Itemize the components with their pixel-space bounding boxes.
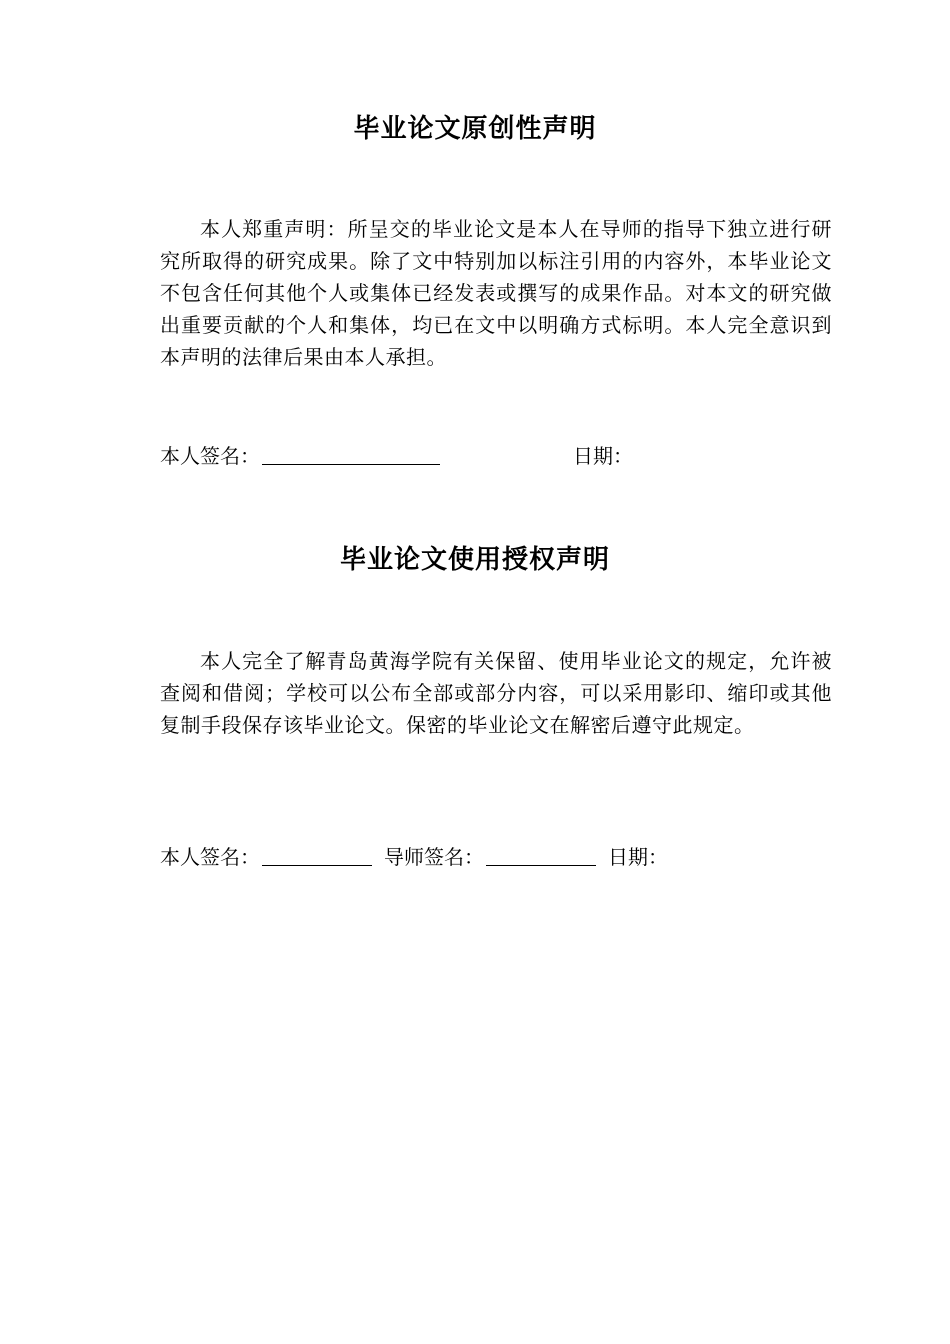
advisor-signature-label: 导师签名： [384, 845, 484, 869]
originality-title: 毕业论文原创性声明 [353, 114, 597, 144]
originality-statement-text: 本人郑重声明：所呈交的毕业论文是本人在导师的指导下独立进行研究所取得的研究成果。除了文中特别加以标注引用的内容外，本毕业论文不包含任何其他个人或集体已经发表或撰写的成果作品。对本文的研究做出重要贡献的个人和集体，均已在文中以明确方式标明。本人完全意识到本声明的法律后果由本人承担。 [160, 217, 832, 369]
authorization-title: 毕业论文使用授权声明 [339, 545, 610, 575]
originality-signature-row [160, 441, 633, 471]
authorization-signature-row [160, 842, 668, 872]
signature-label: 本人签名： [160, 845, 260, 869]
signature-label: 本人签名： [160, 444, 260, 468]
authorization-statement-text: 本人完全了解青岛黄海学院有关保留、使用毕业论文的规定，允许被查阅和借阅；学校可以公布全部或部分内容，可以采用影印、缩印或其他复制手段保存该毕业论文。保密的毕业论文在解密后遵守此规定。 [160, 649, 832, 737]
date-label: 日期： [573, 444, 633, 468]
signature-line [262, 442, 440, 465]
date-label: 日期： [608, 845, 668, 869]
advisor-signature-line [486, 843, 596, 866]
signature-line [262, 843, 372, 866]
